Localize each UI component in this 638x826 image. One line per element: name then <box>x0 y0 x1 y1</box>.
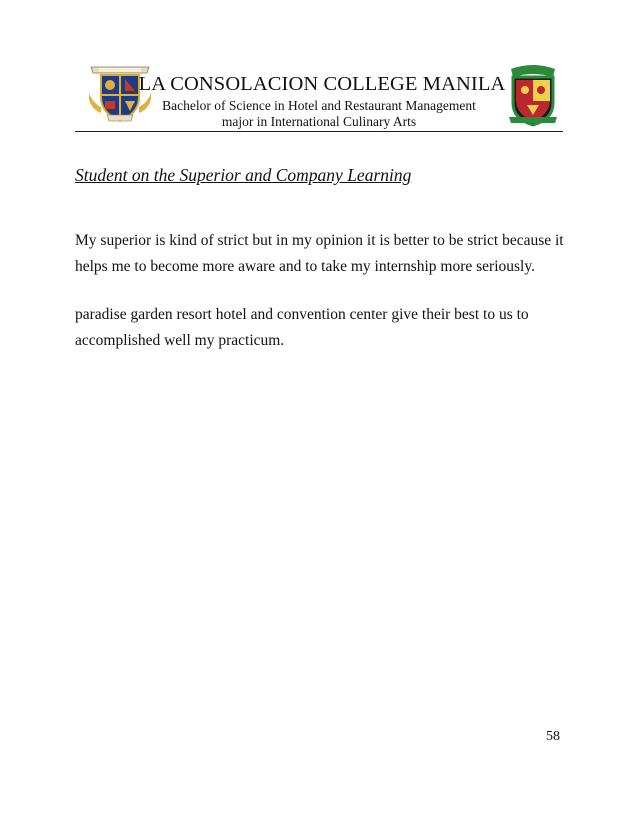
program-major: major in International Culinary Arts <box>221 114 417 129</box>
institution-name: LA CONSOLACION COLLEGE MANILA <box>138 73 506 95</box>
program-name: Bachelor of Science in Hotel and Restaurant Management <box>162 98 476 113</box>
paragraph-company: paradise garden resort hotel and convention center give their best to us to accomplished well my practicum. <box>75 306 529 349</box>
page-number: 58 <box>546 729 560 744</box>
section-title: Student on the Superior and Company Learning <box>75 165 412 185</box>
paragraph-superior: My superior is kind of strict but in my opinion it is better to be strict because it helps me to become more aware and to take my internship more seriously. <box>75 232 564 275</box>
header-divider <box>75 131 563 132</box>
